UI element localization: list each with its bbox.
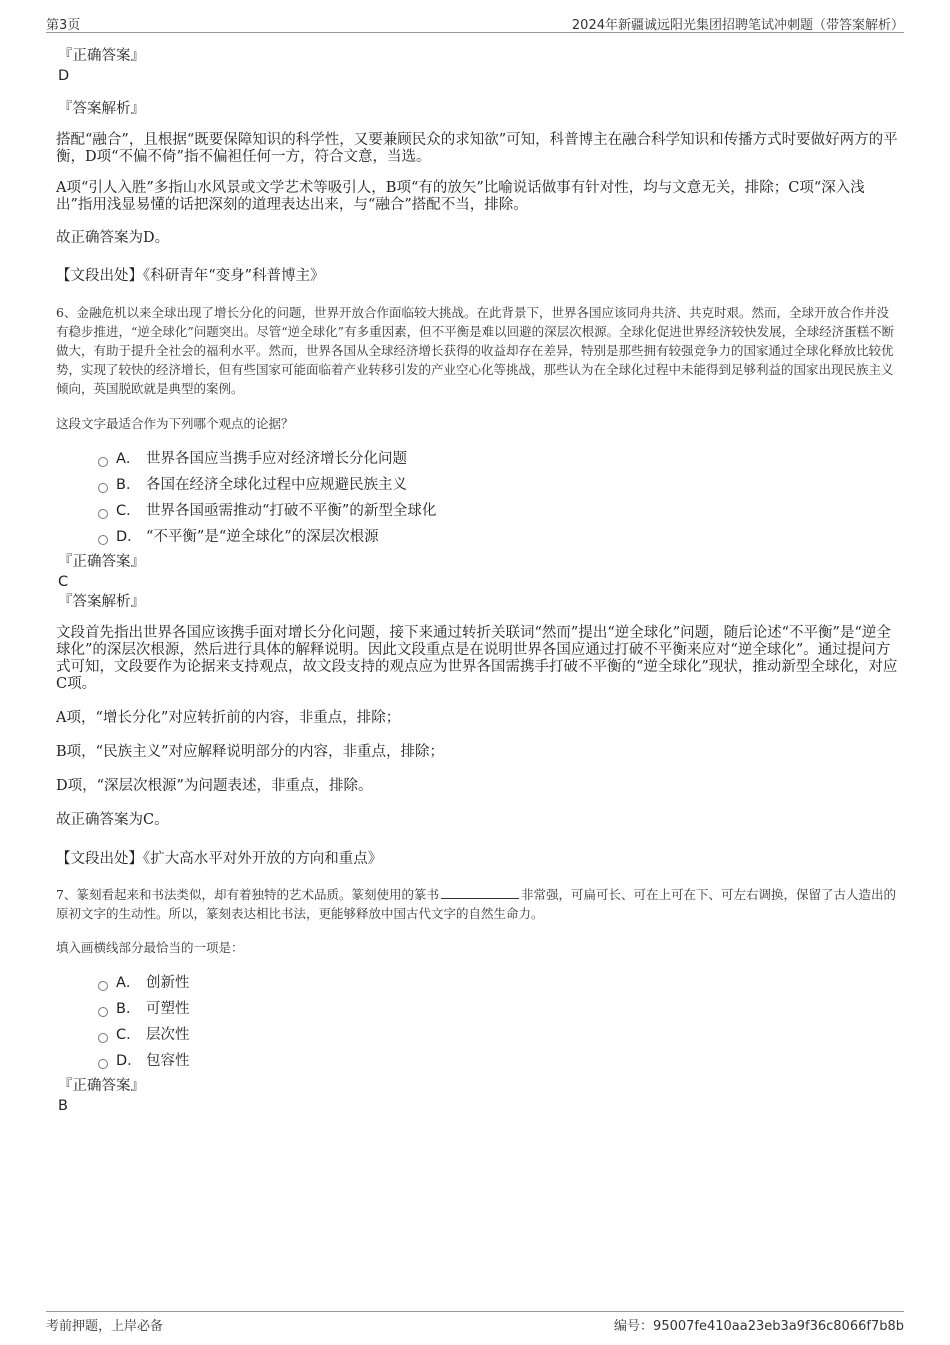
option-b[interactable]: B． 可塑性 <box>98 996 898 1022</box>
radio-icon[interactable] <box>98 509 108 519</box>
page-footer <box>46 1311 904 1334</box>
answer-value: D <box>58 68 70 84</box>
analysis-paragraph: A项“引人入胜”多指山水风景或文学艺术等吸引人，B项“有的放矢”比喻说话做事有针对性，均与文意无关，排除；C项“深入浅出”指用浅显易懂的话把深刻的道理表达出来，与“融合”搭配不当，排除。 <box>56 180 865 213</box>
radio-icon[interactable] <box>98 981 108 991</box>
options-list <box>56 970 898 1074</box>
analysis-paragraph: 故正确答案为C。 <box>56 812 169 828</box>
analysis-paragraph: 故正确答案为D。 <box>56 230 170 246</box>
answer-label: 『正确答案』 <box>58 48 145 64</box>
radio-icon[interactable] <box>98 1033 108 1043</box>
option-b[interactable]: B． 各国在经济全球化过程中应规避民族主义 <box>98 472 898 498</box>
option-c[interactable]: C． 世界各国亟需推动“打破不平衡”的新型全球化 <box>98 498 898 524</box>
source-citation: 【文段出处】《扩大高水平对外开放的方向和重点》 <box>56 851 383 867</box>
radio-icon[interactable] <box>98 535 108 545</box>
radio-icon[interactable] <box>98 1059 108 1069</box>
footer-slogan: 考前押题，上岸必备 <box>46 1319 164 1334</box>
answer-label: 『正确答案』 <box>58 1078 145 1094</box>
analysis-paragraph: 文段首先指出世界各国应该携手面对增长分化问题，接下来通过转折关联词“然而”提出“逆全球化”问题，随后论述“不平衡”是“逆全球化”的深层次根源，然后进行具体的解释说明。因此文段重点是在说明世界各国应通过打破不平衡来应对“逆全球化”。通过提问方式可知，文段要作为论据来支持观点，故文段支持的观点应为世界各国需携手打破不平衡的“逆全球化”现状，推动新型全球化，对应C项。 <box>56 625 898 692</box>
question-stem: 6、金融危机以来全球出现了增长分化的问题，世界开放合作面临较大挑战。在此背景下，世界各国应该同舟共济、共克时艰。然而，全球开放合作并没有稳步推进，“逆全球化”问题突出。尽管“逆全球化”有多重因素，但不平衡是难以回避的深层次根源。全球化促进世界经济较快发展，全球经济蛋糕不断做大，有助于提升全社会的福利水平。然而，世界各国从全球经济增长获得的收益却存在差异，特别是那些拥有较强竞争力的国家通过全球化释放比较优势，实现了较快的经济增长，但有些国家可能面临着产业转移引发的产业空心化等挑战，那些认为在全球化过程中未能得到足够利益的国家出现民族主义倾向，英国脱欧就是典型的案例。 <box>56 305 895 396</box>
source-citation: 【文段出处】《科研青年“变身”科普博主》 <box>56 268 325 284</box>
radio-icon[interactable] <box>98 457 108 467</box>
analysis-label: 『答案解析』 <box>58 594 145 610</box>
page-header <box>46 14 904 33</box>
question-stem: 7、篆刻看起来和书法类似，却有着独特的艺术品质。篆刻使用的篆书 非常强，可扁可长、可在上可在下、可左右调换，保留了古人造出的原初文字的生动性。所以，篆刻表达相比书法，更能够释放中国古代文字的自然生命力。 <box>56 887 896 921</box>
fill-in-blank <box>441 886 519 899</box>
radio-icon[interactable] <box>98 483 108 493</box>
answer-value: C <box>58 574 69 590</box>
analysis-paragraph: A项，“增长分化”对应转折前的内容，非重点，排除； <box>56 710 401 726</box>
answer-label: 『正确答案』 <box>58 554 145 570</box>
page-number: 第3页 <box>46 18 81 33</box>
page-content <box>56 44 898 1116</box>
radio-icon[interactable] <box>98 1007 108 1017</box>
analysis-paragraph: D项，“深层次根源”为问题表述，非重点，排除。 <box>56 778 373 794</box>
question-prompt: 这段文字最适合作为下列哪个观点的论据？ <box>56 416 294 431</box>
document-id: 编号：95007fe410aa23eb3a9f36c8066f7b8b <box>614 1319 904 1334</box>
option-d[interactable]: D． 包容性 <box>98 1048 898 1074</box>
option-c[interactable]: C． 层次性 <box>98 1022 898 1048</box>
analysis-paragraph: 搭配“融合”，且根据“既要保障知识的科学性，又要兼顾民众的求知欲”可知，科普博主在融合科学知识和传播方式时要做好两方的平衡，D项“不偏不倚”指不偏袒任何一方，符合文意，当选。 <box>56 132 898 165</box>
question-prompt: 填入画横线部分最恰当的一项是： <box>56 940 244 955</box>
options-list <box>56 446 898 550</box>
option-a[interactable]: A． 世界各国应当携手应对经济增长分化问题 <box>98 446 898 472</box>
analysis-paragraph: B项，“民族主义”对应解释说明部分的内容，非重点，排除； <box>56 744 444 760</box>
document-title: 2024年新疆诚远阳光集团招聘笔试冲刺题（带答案解析） <box>571 18 904 33</box>
option-d[interactable]: D． “不平衡”是“逆全球化”的深层次根源 <box>98 524 898 550</box>
option-a[interactable]: A． 创新性 <box>98 970 898 996</box>
analysis-label: 『答案解析』 <box>58 101 145 117</box>
answer-value: B <box>58 1098 68 1114</box>
